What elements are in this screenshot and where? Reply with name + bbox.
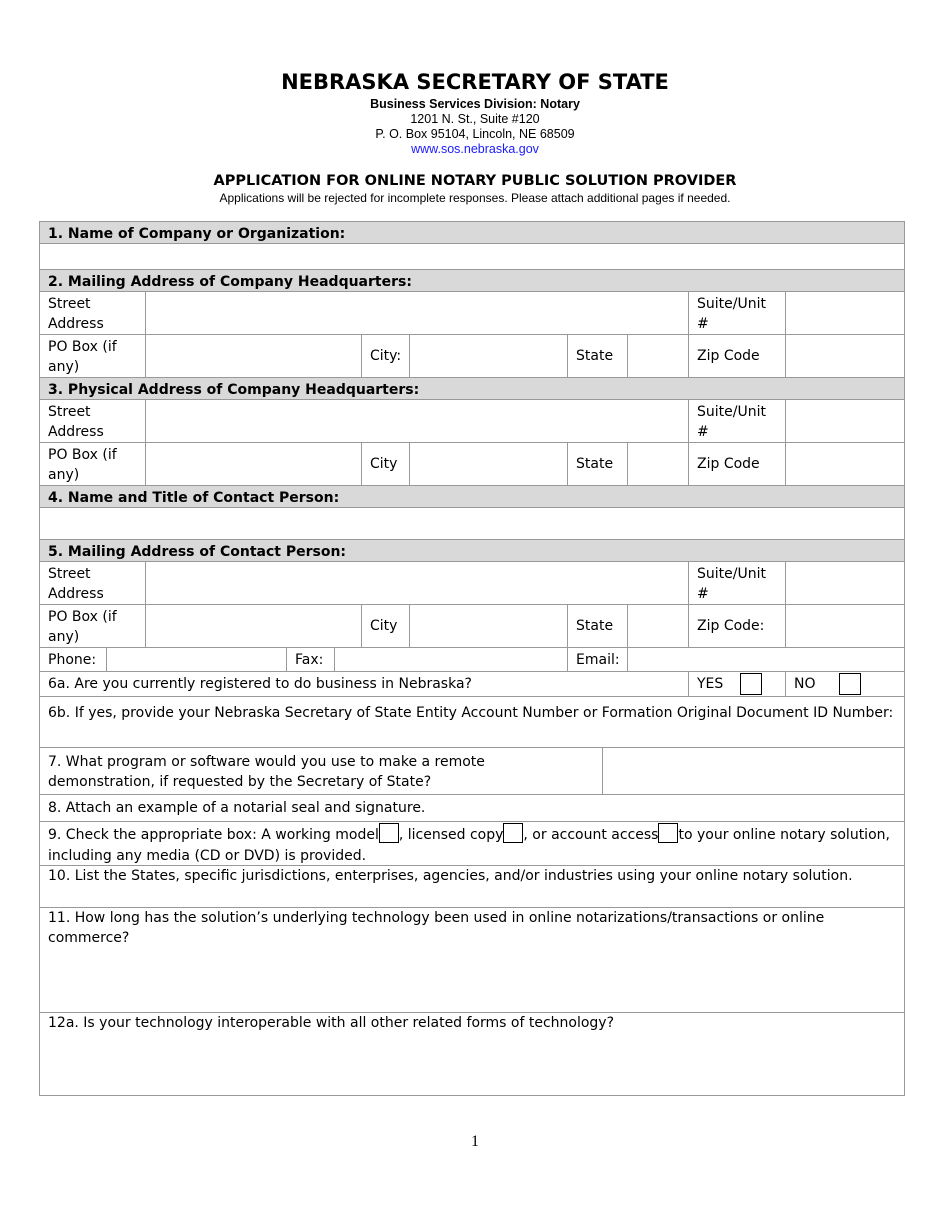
- hq-mailing-city-field[interactable]: [410, 335, 568, 378]
- hq-mailing-state-field[interactable]: [628, 335, 689, 378]
- question-9-text-b: , licensed copy: [398, 827, 504, 843]
- yes-option: [689, 672, 786, 697]
- hq-mailing-pobox-field[interactable]: [146, 335, 362, 378]
- section-5-header: 5. Mailing Address of Contact Person:: [40, 540, 904, 562]
- section-1-header: 1. Name of Company or Organization:: [40, 222, 904, 244]
- street-address-label: Street Address: [40, 400, 146, 443]
- email-field[interactable]: [628, 648, 904, 672]
- suite-unit-label: Suite/Unit #: [689, 292, 786, 335]
- hq-physical-street-field[interactable]: [146, 400, 689, 443]
- question-9-text-e: including any media (CD or DVD) is provided.: [48, 848, 367, 864]
- contact-state-field[interactable]: [628, 605, 689, 648]
- email-label: Email:: [568, 648, 628, 672]
- yes-checkbox[interactable]: [740, 673, 762, 695]
- form-instructions: Applications will be rejected for incomplete responses. Please attach additional pages if needed.: [219, 191, 731, 205]
- state-label: State: [568, 335, 628, 378]
- website-link[interactable]: www.sos.nebraska.gov: [411, 142, 539, 156]
- no-checkbox[interactable]: [839, 673, 861, 695]
- fax-field[interactable]: [335, 648, 568, 672]
- city-label: City:: [362, 335, 410, 378]
- account-access-checkbox[interactable]: [658, 823, 678, 843]
- hq-physical-pobox-field[interactable]: [146, 443, 362, 486]
- form-title: APPLICATION FOR ONLINE NOTARY PUBLIC SOLUTION PROVIDER: [213, 173, 737, 189]
- state-label: State: [568, 605, 628, 648]
- question-9: [40, 822, 904, 866]
- question-6b: 6b. If yes, provide your Nebraska Secretary of State Entity Account Number or Formation Original Document ID Number:: [40, 697, 904, 748]
- page-number: 1: [471, 1133, 479, 1150]
- street-address-label: Street Address: [40, 292, 146, 335]
- page-title: NEBRASKA SECRETARY OF STATE: [281, 70, 669, 94]
- hq-physical-city-field[interactable]: [410, 443, 568, 486]
- contact-name-title-field[interactable]: [40, 508, 904, 540]
- hq-physical-suite-field[interactable]: [786, 400, 904, 443]
- contact-zip-field[interactable]: [786, 605, 904, 648]
- section-4-header: 4. Name and Title of Contact Person:: [40, 486, 904, 508]
- question-10: 10. List the States, specific jurisdictions, enterprises, agencies, and/or industries using your online notary solution.: [40, 866, 904, 908]
- question-9-text-c: , or account access: [523, 827, 659, 843]
- question-8: 8. Attach an example of a notarial seal and signature.: [40, 795, 904, 822]
- contact-suite-field[interactable]: [786, 562, 904, 605]
- yes-label: YES: [697, 676, 724, 692]
- application-form: [39, 221, 905, 1096]
- street-address-label: Street Address: [40, 562, 146, 605]
- question-6a: 6a. Are you currently registered to do business in Nebraska?: [40, 672, 689, 697]
- demo-software-field[interactable]: [603, 748, 904, 795]
- state-label: State: [568, 443, 628, 486]
- hq-mailing-suite-field[interactable]: [786, 292, 904, 335]
- city-label: City: [362, 605, 410, 648]
- no-label: NO: [794, 676, 816, 692]
- address-line-1: 1201 N. St., Suite #120: [410, 112, 540, 126]
- zip-code-label: Zip Code: [689, 335, 786, 378]
- suite-unit-label: Suite/Unit #: [689, 400, 786, 443]
- address-line-2: P. O. Box 95104, Lincoln, NE 68509: [375, 127, 575, 141]
- section-2-header: 2. Mailing Address of Company Headquarters:: [40, 270, 904, 292]
- question-9-text-d: to your online notary solution,: [678, 827, 890, 843]
- city-label: City: [362, 443, 410, 486]
- po-box-label: PO Box (if any): [40, 605, 146, 648]
- question-12a: 12a. Is your technology interoperable with all other related forms of technology?: [48, 1015, 615, 1031]
- zip-code-label: Zip Code: [689, 443, 786, 486]
- division-name: Business Services Division: Notary: [370, 97, 580, 111]
- question-7: 7. What program or software would you use to make a remote demonstration, if requested by the Secretary of State?: [40, 748, 603, 795]
- working-model-checkbox[interactable]: [379, 823, 399, 843]
- phone-label: Phone:: [40, 648, 107, 672]
- company-name-field[interactable]: [40, 244, 904, 270]
- question-9-text-a: 9. Check the appropriate box: A working model: [48, 827, 379, 843]
- contact-pobox-field[interactable]: [146, 605, 362, 648]
- contact-street-field[interactable]: [146, 562, 689, 605]
- section-3-header: 3. Physical Address of Company Headquarters:: [40, 378, 904, 400]
- question-11: 11. How long has the solution’s underlying technology been used in online notarizations/transactions or online commerce?: [40, 908, 904, 1013]
- phone-field[interactable]: [107, 648, 287, 672]
- fax-label: Fax:: [287, 648, 335, 672]
- po-box-label: PO Box (if any): [40, 443, 146, 486]
- hq-mailing-street-field[interactable]: [146, 292, 689, 335]
- contact-city-field[interactable]: [410, 605, 568, 648]
- licensed-copy-checkbox[interactable]: [503, 823, 523, 843]
- hq-physical-state-field[interactable]: [628, 443, 689, 486]
- po-box-label: PO Box (if any): [40, 335, 146, 378]
- hq-mailing-zip-field[interactable]: [786, 335, 904, 378]
- hq-physical-zip-field[interactable]: [786, 443, 904, 486]
- suite-unit-label: Suite/Unit #: [689, 562, 786, 605]
- zip-code-label: Zip Code:: [689, 605, 786, 648]
